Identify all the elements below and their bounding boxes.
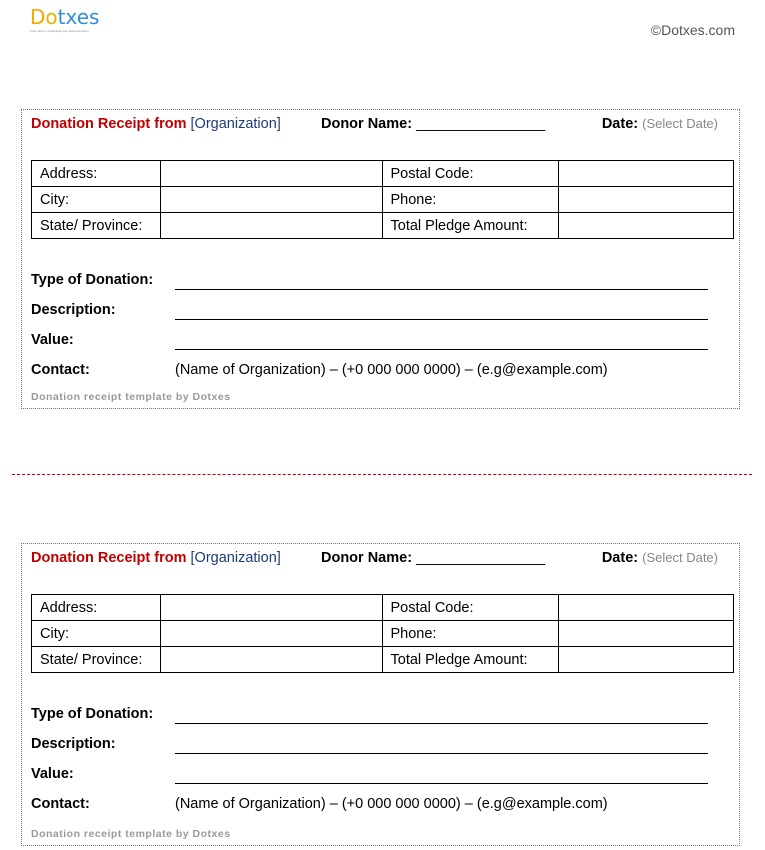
table-row xyxy=(32,187,734,213)
state-province-label: State/ Province: xyxy=(32,647,161,673)
value-label: Value: xyxy=(31,332,74,348)
phone-label: Phone: xyxy=(382,621,559,647)
date xyxy=(602,116,718,132)
total-pledge-label: Total Pledge Amount: xyxy=(382,647,559,673)
contact-value[interactable]: (Name of Organization) – (+0 000 000 0000) – (e.g@example.com) xyxy=(175,796,608,812)
donor-name-label: Donor Name: xyxy=(321,550,413,566)
city-label: City: xyxy=(32,187,161,213)
description-label: Description: xyxy=(31,736,116,752)
state-province-input[interactable] xyxy=(160,213,382,239)
receipt-title xyxy=(31,550,281,566)
organization-field[interactable]: [Organization] xyxy=(190,550,281,566)
table-row xyxy=(32,161,734,187)
donation-fields xyxy=(31,706,731,826)
value-label: Value: xyxy=(31,766,74,782)
receipt-title-text: Donation Receipt from xyxy=(31,116,187,132)
receipt-title xyxy=(31,116,281,132)
city-input[interactable] xyxy=(160,621,382,647)
phone-label: Phone: xyxy=(382,187,559,213)
donor-name-field[interactable]: _________________ xyxy=(416,116,545,132)
donor-name-label: Donor Name: xyxy=(321,116,413,132)
logo-text: Dotxes xyxy=(30,5,100,29)
copyright-text: ©Dotxes.com xyxy=(650,22,735,38)
description-label: Description: xyxy=(31,302,116,318)
description-row xyxy=(31,302,731,332)
contact-row xyxy=(31,362,731,392)
value-row xyxy=(31,766,731,796)
address-input[interactable] xyxy=(160,595,382,621)
total-pledge-input[interactable] xyxy=(559,647,734,673)
donor-name xyxy=(321,116,545,132)
receipt-header xyxy=(31,550,730,570)
state-province-input[interactable] xyxy=(160,647,382,673)
date-label: Date: xyxy=(601,116,639,132)
template-credit: Donation receipt template by Dotxes xyxy=(31,391,231,403)
description-row xyxy=(31,736,731,766)
postal-code-label: Postal Code: xyxy=(382,161,559,187)
value-field[interactable] xyxy=(175,766,708,784)
address-table xyxy=(31,594,734,673)
contact-row xyxy=(31,796,731,826)
date xyxy=(602,550,718,566)
value-row xyxy=(31,332,731,362)
city-input[interactable] xyxy=(160,187,382,213)
template-credit: Donation receipt template by Dotxes xyxy=(31,828,231,840)
table-row xyxy=(32,621,734,647)
logo-tagline: Free tools to streamline your documentation xyxy=(30,29,89,33)
table-row xyxy=(32,213,734,239)
total-pledge-label: Total Pledge Amount: xyxy=(382,213,559,239)
address-label: Address: xyxy=(32,161,161,187)
contact-label: Contact: xyxy=(31,796,90,812)
table-row xyxy=(32,647,734,673)
donor-name-field[interactable]: _________________ xyxy=(416,550,545,566)
receipt-title-text: Donation Receipt from xyxy=(31,550,187,566)
organization-field[interactable]: [Organization] xyxy=(190,116,281,132)
donation-receipt-1 xyxy=(21,109,740,409)
contact-label: Contact: xyxy=(31,362,90,378)
value-field[interactable] xyxy=(175,332,708,350)
donation-receipt-2 xyxy=(21,543,740,846)
city-label: City: xyxy=(32,621,161,647)
type-of-donation-row xyxy=(31,272,731,302)
postal-code-input[interactable] xyxy=(559,161,734,187)
phone-input[interactable] xyxy=(559,187,734,213)
type-of-donation-label: Type of Donation: xyxy=(31,272,154,288)
type-of-donation-row xyxy=(31,706,731,736)
address-table xyxy=(31,160,734,239)
donor-name xyxy=(321,550,545,566)
type-of-donation-label: Type of Donation: xyxy=(31,706,154,722)
state-province-label: State/ Province: xyxy=(32,213,161,239)
date-picker[interactable]: (Select Date) xyxy=(642,550,718,565)
cut-line-divider xyxy=(12,474,752,475)
postal-code-input[interactable] xyxy=(559,595,734,621)
table-row xyxy=(32,595,734,621)
date-label: Date: xyxy=(601,550,639,566)
address-label: Address: xyxy=(32,595,161,621)
contact-value[interactable]: (Name of Organization) – (+0 000 000 0000) – (e.g@example.com) xyxy=(175,362,608,378)
type-of-donation-field[interactable] xyxy=(175,706,708,724)
address-input[interactable] xyxy=(160,161,382,187)
receipt-header xyxy=(31,116,730,136)
donation-fields xyxy=(31,272,731,392)
description-field[interactable] xyxy=(175,736,708,754)
dotxes-logo xyxy=(30,6,150,36)
phone-input[interactable] xyxy=(559,621,734,647)
date-picker[interactable]: (Select Date) xyxy=(642,116,718,131)
description-field[interactable] xyxy=(175,302,708,320)
postal-code-label: Postal Code: xyxy=(382,595,559,621)
total-pledge-input[interactable] xyxy=(559,213,734,239)
type-of-donation-field[interactable] xyxy=(175,272,708,290)
